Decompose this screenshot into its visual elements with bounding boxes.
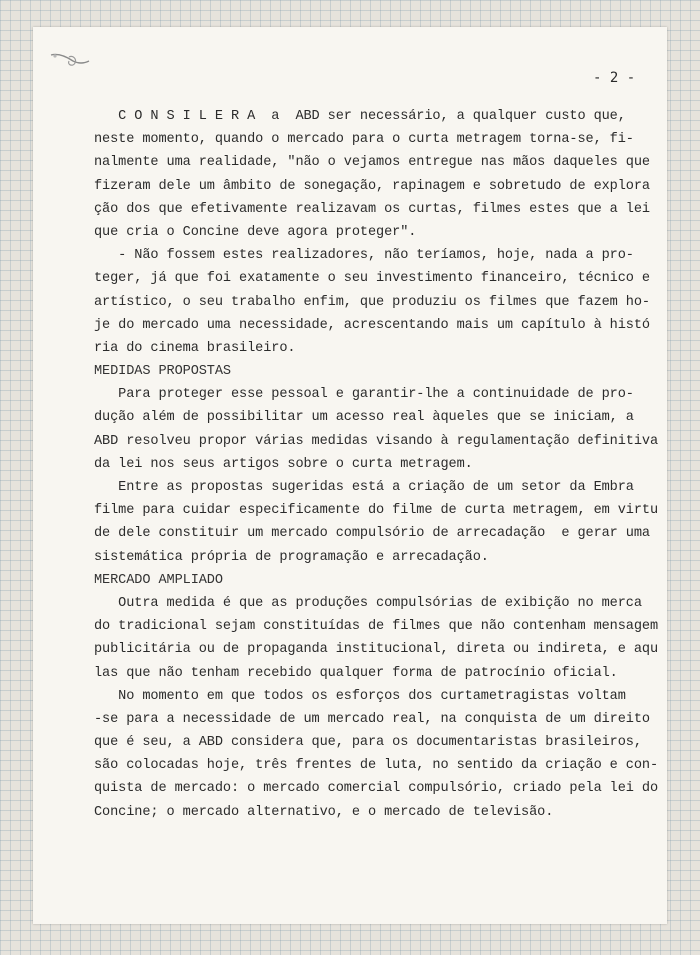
text-line: que é seu, a ABD considera que, para os documentaristas brasileiros, xyxy=(94,735,642,751)
text-line: - Não fossem estes realizadores, não teríamos, hoje, nada a pro- xyxy=(94,248,634,264)
text-line: publicitária ou de propaganda institucional, direta ou indireta, e aqu xyxy=(94,642,659,658)
text-line: -se para a necessidade de um mercado real, na conquista de um direito xyxy=(94,711,650,727)
section-heading-medidas-propostas: MEDIDAS PROPOSTAS xyxy=(94,364,231,380)
text-line: ria do cinema brasileiro. xyxy=(94,340,296,356)
text-line: ção dos que efetivamente realizavam os curtas, filmes estes que a lei xyxy=(94,201,650,217)
text-line: teger, já que foi exatamente o seu investimento financeiro, técnico e xyxy=(94,271,650,287)
text-line: que cria o Concine deve agora proteger". xyxy=(94,224,417,240)
text-line: Outra medida é que as produções compulsórias de exibição no merca xyxy=(94,595,642,611)
text-line: je do mercado uma necessidade, acrescentando mais um capítulo à histó xyxy=(94,317,650,333)
page-number: - 2 - xyxy=(593,70,636,86)
text-line: ABD resolveu propor várias medidas visando à regulamentação definitiva xyxy=(94,433,659,449)
text-line: Para proteger esse pessoal e garantir-lhe a continuidade de pro- xyxy=(94,387,634,403)
document-page xyxy=(33,27,667,924)
text-line: neste momento, quando o mercado para o curta metragem torna-se, fi- xyxy=(94,132,634,148)
text-line: fizeram dele um âmbito de sonegação, rapinagem e sobretudo de explora xyxy=(94,178,650,194)
text-line: sistemática própria de programação e arrecadação. xyxy=(94,549,489,565)
typed-text-body xyxy=(94,105,664,824)
section-heading-mercado-ampliado: MERCADO AMPLIADO xyxy=(94,572,223,588)
text-line: filme para cuidar especificamente do filme de curta metragem, em virtu xyxy=(94,503,659,519)
text-line: dução além de possibilitar um acesso real àqueles que se iniciam, a xyxy=(94,410,634,426)
text-line: Entre as propostas sugeridas está a criação de um setor da Embra xyxy=(94,480,634,495)
text-line: C O N S I L E R A a ABD ser necessário, a qualquer custo que, xyxy=(94,109,626,124)
text-line: são colocadas hoje, três frentes de luta, no sentido da criação e con- xyxy=(94,758,659,774)
text-line: las que não tenham recebido qualquer forma de patrocínio oficial. xyxy=(94,665,618,681)
text-line: Concine; o mercado alternativo, e o mercado de televisão. xyxy=(94,804,554,820)
text-line: da lei nos seus artigos sobre o curta metragem. xyxy=(94,456,473,472)
staple-clip-icon xyxy=(47,49,93,73)
text-line: nalmente uma realidade, "não o vejamos entregue nas mãos daqueles que xyxy=(94,155,650,171)
text-line: artístico, o seu trabalho enfim, que produziu os filmes que fazem ho- xyxy=(94,294,650,310)
text-line: quista de mercado: o mercado comercial compulsório, criado pela lei do xyxy=(94,781,659,797)
text-line: No momento em que todos os esforços dos curtametragistas voltam xyxy=(94,688,626,704)
text-line: do tradicional sejam constituídas de filmes que não contenham mensagem xyxy=(94,619,659,635)
text-line: de dele constituir um mercado compulsório de arrecadação e gerar uma xyxy=(94,526,650,542)
